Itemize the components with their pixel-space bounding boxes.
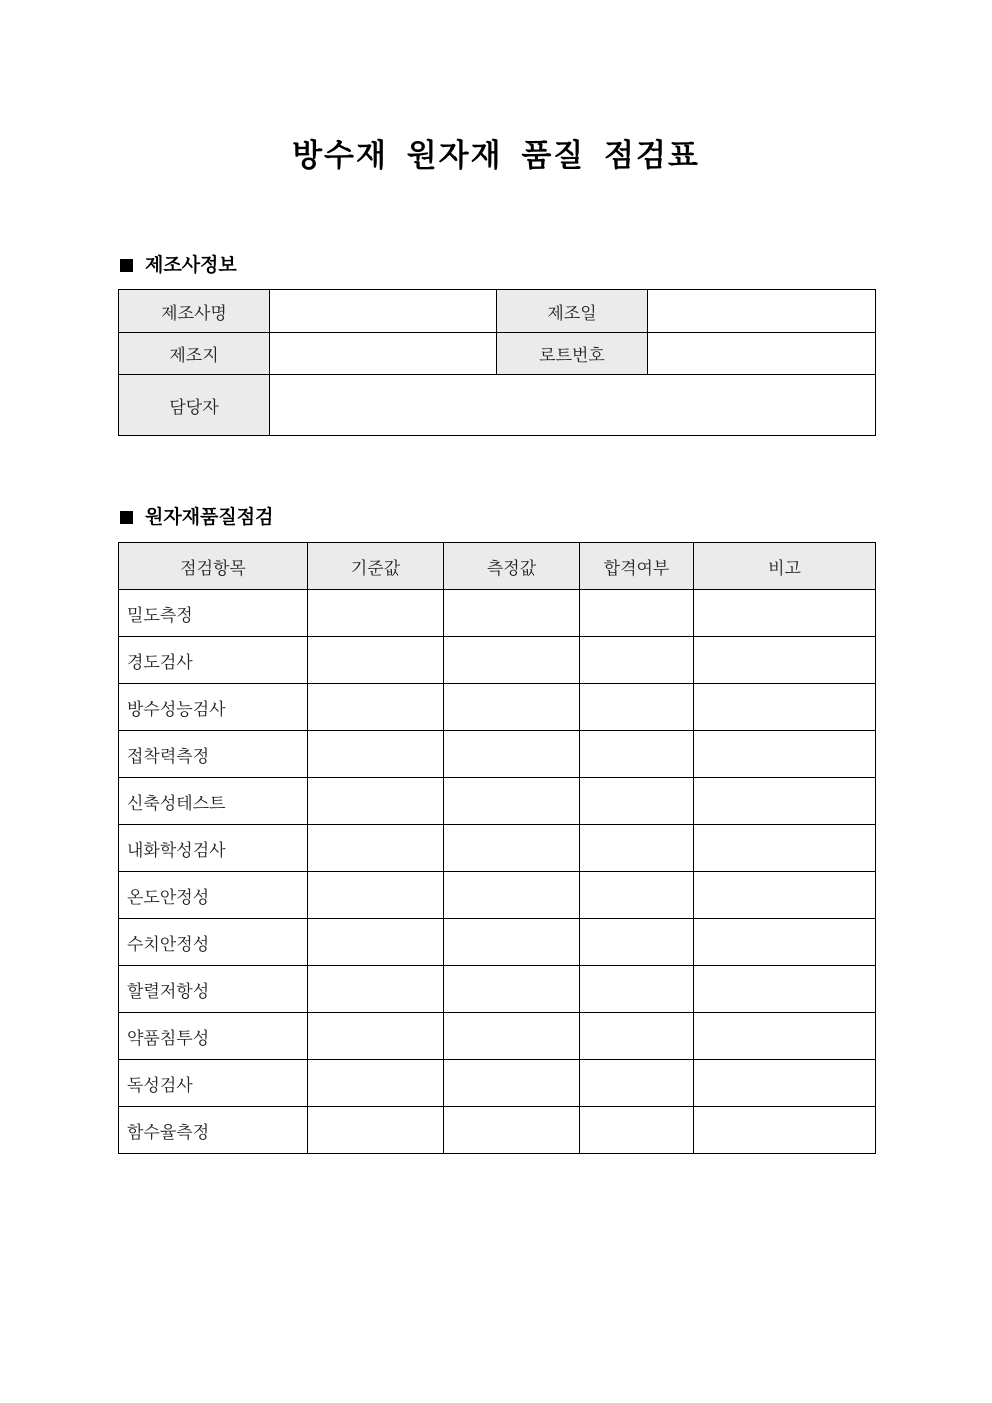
manufacture-location-label: 제조지 [119, 333, 270, 375]
inspection-item-cell: 할렬저항성 [119, 966, 308, 1013]
standard-value-cell[interactable] [308, 731, 444, 778]
note-cell[interactable] [694, 1107, 876, 1154]
measured-value-cell[interactable] [444, 637, 580, 684]
table-row [119, 731, 876, 778]
measured-value-cell[interactable] [444, 1107, 580, 1154]
measured-value-cell[interactable] [444, 1060, 580, 1107]
measured-value-cell[interactable] [444, 590, 580, 637]
inspection-item-cell: 독성검사 [119, 1060, 308, 1107]
pass-status-cell[interactable] [580, 919, 694, 966]
manufacturer-info-table [118, 289, 876, 436]
measured-value-cell[interactable] [444, 872, 580, 919]
pass-status-cell[interactable] [580, 637, 694, 684]
column-header-measured: 측정값 [444, 543, 580, 590]
note-cell[interactable] [694, 1060, 876, 1107]
measured-value-cell[interactable] [444, 919, 580, 966]
table-row [119, 1107, 876, 1154]
note-cell[interactable] [694, 872, 876, 919]
note-cell[interactable] [694, 778, 876, 825]
note-cell[interactable] [694, 684, 876, 731]
inspection-item-cell: 약품침투성 [119, 1013, 308, 1060]
measured-value-cell[interactable] [444, 825, 580, 872]
table-row [119, 919, 876, 966]
lot-number-label: 로트번호 [497, 333, 648, 375]
measured-value-cell[interactable] [444, 778, 580, 825]
standard-value-cell[interactable] [308, 825, 444, 872]
table-row [119, 684, 876, 731]
manufacture-date-field[interactable] [648, 290, 876, 333]
table-row [119, 1060, 876, 1107]
table-row [119, 1013, 876, 1060]
note-cell[interactable] [694, 966, 876, 1013]
inspection-item-cell: 접착력측정 [119, 731, 308, 778]
table-row [119, 590, 876, 637]
standard-value-cell[interactable] [308, 637, 444, 684]
pass-status-cell[interactable] [580, 590, 694, 637]
standard-value-cell[interactable] [308, 872, 444, 919]
note-cell[interactable] [694, 1013, 876, 1060]
inspection-item-cell: 수치안정성 [119, 919, 308, 966]
pass-status-cell[interactable] [580, 684, 694, 731]
inspection-item-cell: 신축성테스트 [119, 778, 308, 825]
inspection-item-cell: 온도안정성 [119, 872, 308, 919]
note-cell[interactable] [694, 637, 876, 684]
note-cell[interactable] [694, 825, 876, 872]
table-row [119, 778, 876, 825]
manufacture-location-field[interactable] [270, 333, 497, 375]
pass-status-cell[interactable] [580, 872, 694, 919]
column-header-item: 점검항목 [119, 543, 308, 590]
inspection-item-cell: 밀도측정 [119, 590, 308, 637]
standard-value-cell[interactable] [308, 1107, 444, 1154]
measured-value-cell[interactable] [444, 731, 580, 778]
standard-value-cell[interactable] [308, 684, 444, 731]
page-title: 방수재 원자재 품질 점검표 [292, 138, 700, 174]
note-cell[interactable] [694, 590, 876, 637]
measured-value-cell[interactable] [444, 966, 580, 1013]
pass-status-cell[interactable] [580, 1013, 694, 1060]
inspection-item-cell: 방수성능검사 [119, 684, 308, 731]
pass-status-cell[interactable] [580, 731, 694, 778]
manufacture-date-label: 제조일 [497, 290, 648, 333]
pass-status-cell[interactable] [580, 966, 694, 1013]
manager-label: 담당자 [119, 375, 270, 436]
measured-value-cell[interactable] [444, 684, 580, 731]
pass-status-cell[interactable] [580, 778, 694, 825]
manufacturer-section-heading [118, 253, 237, 277]
standard-value-cell[interactable] [308, 966, 444, 1013]
note-cell[interactable] [694, 919, 876, 966]
table-row [119, 637, 876, 684]
standard-value-cell[interactable] [308, 1060, 444, 1107]
manufacturer-section-title: 제조사정보 [145, 254, 237, 276]
inspection-section-title: 원자재품질점검 [145, 506, 274, 528]
inspection-table [118, 542, 876, 1154]
inspection-item-cell: 경도검사 [119, 637, 308, 684]
inspection-item-cell: 내화학성검사 [119, 825, 308, 872]
standard-value-cell[interactable] [308, 1013, 444, 1060]
standard-value-cell[interactable] [308, 590, 444, 637]
pass-status-cell[interactable] [580, 825, 694, 872]
inspection-section-heading [118, 505, 273, 529]
note-cell[interactable] [694, 731, 876, 778]
manufacturer-name-field[interactable] [270, 290, 497, 333]
square-bullet-icon [120, 259, 133, 272]
lot-number-field[interactable] [648, 333, 876, 375]
manufacturer-name-label: 제조사명 [119, 290, 270, 333]
square-bullet-icon [120, 511, 133, 524]
pass-status-cell[interactable] [580, 1060, 694, 1107]
table-row [119, 872, 876, 919]
standard-value-cell[interactable] [308, 778, 444, 825]
column-header-note: 비고 [694, 543, 876, 590]
column-header-pass: 합격여부 [580, 543, 694, 590]
standard-value-cell[interactable] [308, 919, 444, 966]
column-header-standard: 기준값 [308, 543, 444, 590]
manager-field[interactable] [270, 375, 876, 436]
inspection-item-cell: 함수율측정 [119, 1107, 308, 1154]
measured-value-cell[interactable] [444, 1013, 580, 1060]
table-row [119, 825, 876, 872]
pass-status-cell[interactable] [580, 1107, 694, 1154]
table-row [119, 966, 876, 1013]
